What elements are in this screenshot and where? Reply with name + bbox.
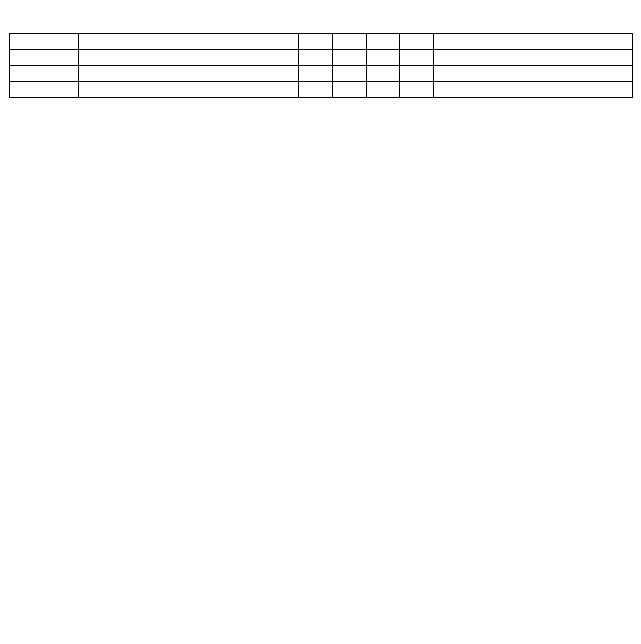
table-row: [10, 82, 633, 98]
typ-cell: [333, 66, 367, 82]
units-cell: [400, 66, 434, 82]
typ-cell: [333, 82, 367, 98]
symbol-header: [10, 34, 79, 50]
conditions-cell: [433, 50, 632, 66]
typ-cell: [333, 50, 367, 66]
parameter-cell: [79, 50, 299, 66]
min-header: [299, 34, 333, 50]
max-cell: [366, 66, 400, 82]
parameter-cell: [79, 82, 299, 98]
units-cell: [400, 50, 434, 66]
symbol-cell: [10, 66, 79, 82]
max-cell: [366, 82, 400, 98]
conditions-cell: [433, 82, 632, 98]
parameter-header: [79, 34, 299, 50]
units-cell: [400, 82, 434, 98]
units-header: [400, 34, 434, 50]
conditions-cell: [433, 66, 632, 82]
table-row: [10, 66, 633, 82]
symbol-cell: [10, 50, 79, 66]
header-row: [10, 34, 633, 50]
min-cell: [299, 66, 333, 82]
symbol-cell: [10, 82, 79, 98]
table-row: [10, 50, 633, 66]
typ-header: [333, 34, 367, 50]
min-cell: [299, 50, 333, 66]
max-header: [366, 34, 400, 50]
max-cell: [366, 50, 400, 66]
electrical-characteristics-table: [9, 33, 633, 98]
min-cell: [299, 82, 333, 98]
parameter-cell: [79, 66, 299, 82]
conditions-header: [433, 34, 632, 50]
